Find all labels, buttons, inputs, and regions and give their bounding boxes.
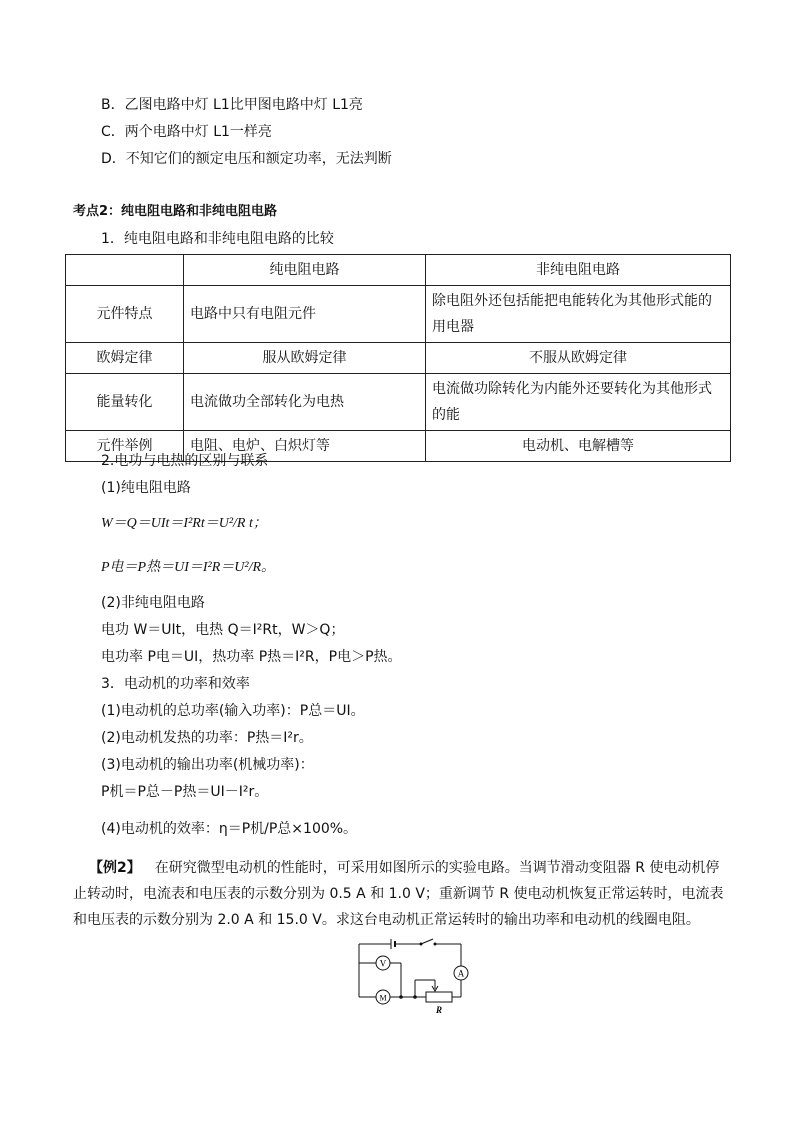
example-label: 【例2】 bbox=[89, 860, 141, 876]
table-cell: 不服从欧姆定律 bbox=[426, 343, 731, 374]
option-d-text: D．不知它们的额定电压和额定功率，无法判断 bbox=[101, 151, 392, 167]
junction-dot bbox=[399, 995, 403, 999]
junction-dot bbox=[413, 995, 417, 999]
table-header-cell bbox=[66, 255, 184, 286]
section-heading: 考点2：纯电阻电路和非纯电阻电路 bbox=[73, 204, 278, 219]
rheostat-body bbox=[426, 992, 452, 1002]
example-text: 在研究微型电动机的性能时，可采用如图所示的实验电路。当调节滑动变阻器 R 使电动机停止转动时，电流表和电压表的示数分别为 0.5 A 和 1.0 V；重新调节 R 使电动机恢复正常运转时，电流表和电压表的示数分别为 2.0 A 和 15.0 V。求这台电动机正常运转时的输出功率和电动机的线圈电阻。 bbox=[73, 860, 724, 928]
table-cell: 能量转化 bbox=[66, 374, 184, 431]
switch-contact bbox=[420, 943, 423, 946]
table-cell: 电阻、电炉、白炽灯等 bbox=[184, 431, 426, 462]
table-cell: 元件举例 bbox=[66, 431, 184, 462]
nonpure-equation-1: 电功 W＝UIt，电热 Q＝I²Rt，W＞Q； bbox=[101, 622, 345, 638]
motor-label: M bbox=[379, 993, 387, 1003]
table-cell: 服从欧姆定律 bbox=[184, 343, 426, 374]
motor-line-1: (1)电动机的总功率(输入功率)：P总＝UI。 bbox=[101, 703, 365, 719]
subsection-2-title: 2.电功与电热的区别与联系 bbox=[101, 453, 269, 469]
motor-line-5: (4)电动机的效率：η＝P机/P总×100%。 bbox=[101, 821, 358, 837]
motor-line-3: (3)电动机的输出功率(机械功率)： bbox=[101, 757, 314, 773]
option-d bbox=[101, 148, 392, 168]
subsection-3-title: 3．电动机的功率和效率 bbox=[101, 676, 250, 692]
resistor-label: R bbox=[435, 1005, 443, 1015]
pure-circuit-title: (1)纯电阻电路 bbox=[101, 480, 191, 496]
pure-equation-1: W＝Q＝UIt＝I²Rt＝U²/R t； bbox=[101, 516, 267, 531]
nonpure-circuit-title: (2)非纯电阻电路 bbox=[101, 595, 205, 611]
table-row bbox=[66, 374, 731, 431]
pure-equation-2: P电＝P热＝UI＝I²R＝U²/R。 bbox=[101, 560, 276, 575]
table-header-row bbox=[66, 255, 731, 286]
motor-line-2: (2)电动机发热的功率：P热＝I²r。 bbox=[101, 730, 313, 746]
switch-blade bbox=[421, 939, 433, 944]
table-row bbox=[66, 343, 731, 374]
table-cell: 电流做功除转化为内能外还要转化为其他形式的能 bbox=[426, 374, 731, 431]
table-row bbox=[66, 286, 731, 343]
table-header-cell: 非纯电阻电路 bbox=[426, 255, 731, 286]
option-b-text: B．乙图电路中灯 L1比甲图电路中灯 L1亮 bbox=[101, 97, 363, 113]
option-b bbox=[101, 94, 363, 114]
switch-contact bbox=[434, 943, 437, 946]
table-cell: 元件特点 bbox=[66, 286, 184, 343]
table-cell: 电动机、电解槽等 bbox=[426, 431, 731, 462]
option-c-text: C．两个电路中灯 L1一样亮 bbox=[101, 124, 272, 140]
table-cell: 电流做功全部转化为电热 bbox=[184, 374, 426, 431]
example-paragraph bbox=[73, 855, 733, 933]
nonpure-equation-2: 电功率 P电＝UI，热功率 P热＝I²R，P电＞P热。 bbox=[101, 649, 402, 665]
ammeter-label: A bbox=[457, 968, 465, 979]
circuit-diagram bbox=[355, 936, 475, 1016]
voltmeter-label: V bbox=[379, 958, 387, 969]
motor-line-4: P机＝P总－P热＝UI－I²r。 bbox=[101, 784, 269, 800]
comparison-table bbox=[65, 254, 731, 462]
subsection-1-title: 1．纯电阻电路和非纯电阻电路的比较 bbox=[101, 231, 334, 247]
table-cell: 除电阻外还包括能把电能转化为其他形式能的用电器 bbox=[426, 286, 731, 343]
option-c bbox=[101, 121, 272, 141]
table-cell: 电路中只有电阻元件 bbox=[184, 286, 426, 343]
table-cell: 欧姆定律 bbox=[66, 343, 184, 374]
table-header-cell: 纯电阻电路 bbox=[184, 255, 426, 286]
